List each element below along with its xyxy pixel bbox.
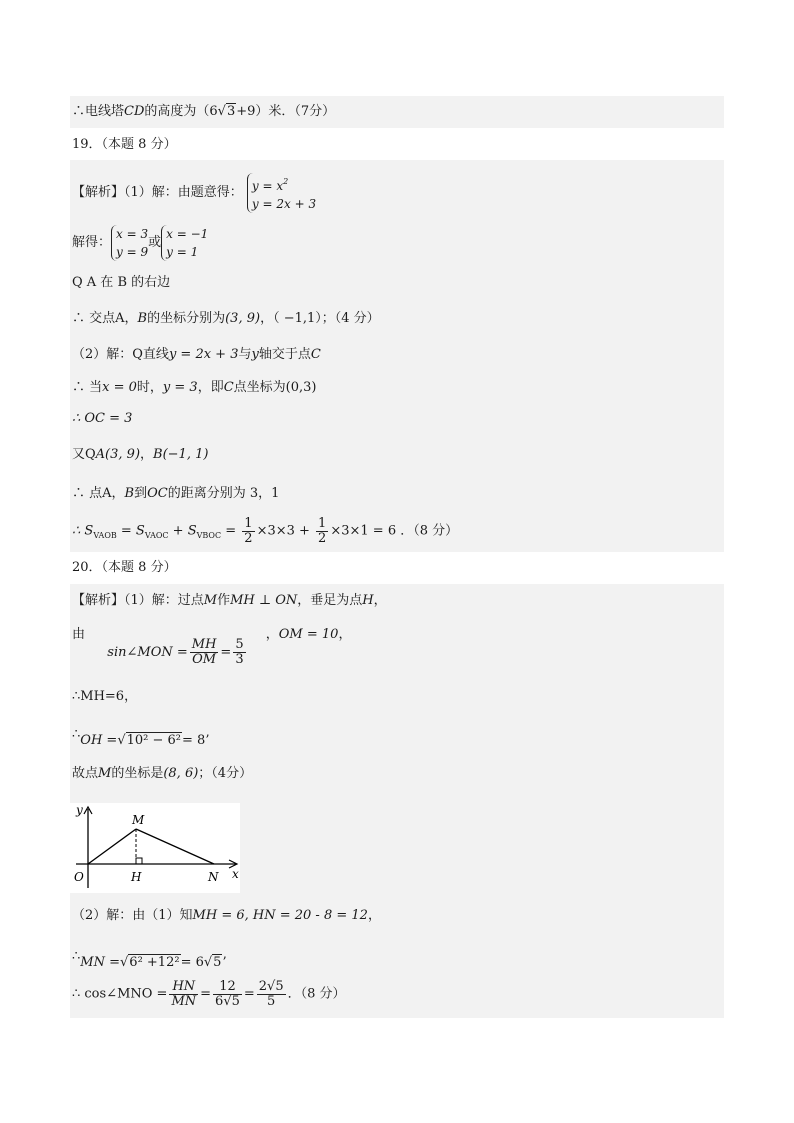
text: ，即 <box>197 380 224 395</box>
text: ， <box>373 593 387 608</box>
var: M <box>203 593 218 608</box>
triangle-diagram <box>70 803 240 893</box>
text: ∴ 点A， <box>72 486 125 501</box>
fraction-mh-om <box>190 638 219 667</box>
q20-line6 <box>72 907 381 925</box>
text: 又Q <box>72 447 96 462</box>
text: 作 <box>217 593 231 608</box>
den: 2 <box>318 531 327 546</box>
text: ∴ 当 <box>72 380 103 395</box>
text: ．（8 分） <box>287 986 346 1002</box>
radicand: 6² +12² <box>129 955 180 970</box>
area: = S <box>116 523 145 539</box>
text: ’ <box>205 733 210 748</box>
expr: y = 2x + 3 <box>168 347 239 362</box>
text: = <box>200 986 212 1002</box>
text: = 8 <box>182 733 206 748</box>
label-h: H <box>131 870 142 884</box>
text: +9）米．（7分） <box>236 104 336 119</box>
sol: y = 1 <box>166 245 199 259</box>
fraction-result <box>257 980 286 1009</box>
q19-line10 <box>72 517 458 546</box>
text: 的高度为（6 <box>144 104 218 119</box>
sub: VAOC <box>144 531 169 540</box>
text: = <box>221 523 241 539</box>
expr: MN = <box>80 955 120 970</box>
label-n: N <box>208 870 219 884</box>
text: ；（4分） <box>198 766 253 781</box>
solution-2 <box>161 225 208 261</box>
radicand: 10² − 6² <box>126 733 182 748</box>
text: ∴ 交点A， <box>72 311 138 326</box>
text: 时， <box>136 380 163 395</box>
den: 3 <box>235 652 244 667</box>
expr: sin∠MON = <box>107 644 188 660</box>
fraction-5-3 <box>233 638 245 667</box>
var: OC <box>147 486 168 501</box>
var: C <box>223 380 234 395</box>
var: H <box>362 593 374 608</box>
fraction-hn-mn <box>169 980 198 1009</box>
q19-line1 <box>72 173 316 213</box>
sol: x = −1 <box>166 227 209 241</box>
point-a: A(3, 9) <box>95 447 141 462</box>
q20-line3: ∴MH=6， <box>72 689 138 704</box>
coord: (8, 6) <box>163 766 199 781</box>
text: ’ <box>222 955 227 970</box>
expr: OM = 10 <box>278 627 339 642</box>
sub: VAOB <box>93 531 117 540</box>
var-cd: CD <box>124 104 145 119</box>
text: 故点 <box>72 766 99 781</box>
q20-line7: ∴MN =√6² +12²= 6√5’ <box>72 949 227 970</box>
q20-line4: ∴OH =√10² − 6²= 8’ <box>72 727 210 748</box>
segment-om <box>88 829 136 864</box>
triangle-figure <box>70 803 240 893</box>
q20-header: 20．（本题 8 分） <box>72 560 177 575</box>
text: ×3×1 = 6 ．（8 分） <box>330 523 459 539</box>
exp: 2 <box>283 177 289 186</box>
text: 或 <box>148 235 162 250</box>
var: B <box>137 311 148 326</box>
q19-line4 <box>72 310 380 328</box>
label-y: y <box>76 803 83 817</box>
segment-mn <box>136 829 214 864</box>
num: 1 <box>244 516 253 531</box>
text: 的坐标分别为 <box>147 311 226 326</box>
den: 6√5 <box>215 994 240 1009</box>
text: = 6 <box>180 955 204 970</box>
text: = <box>243 986 255 1002</box>
var: C <box>310 347 321 362</box>
label-o: O <box>74 870 84 884</box>
text: ∴电线塔 <box>72 104 125 119</box>
expr: MH ⊥ ON <box>230 593 298 608</box>
text: ，垂足为点 <box>297 593 363 608</box>
solution-1 <box>111 225 148 261</box>
text: ， <box>265 627 279 642</box>
den: 2 <box>244 531 253 546</box>
text: 轴交于点 <box>258 347 311 362</box>
fraction-half <box>316 517 328 546</box>
num: 5 <box>235 637 244 652</box>
sub: VBOC <box>196 531 222 540</box>
expr: OH = <box>80 733 118 748</box>
num: HN <box>169 980 198 995</box>
right-angle-mark <box>136 858 142 864</box>
equation-system <box>247 173 316 213</box>
eq1: y = x <box>251 179 284 193</box>
text: ， <box>367 908 381 923</box>
text: （2）解：Q直线 <box>72 347 169 362</box>
text: 解得： <box>72 235 112 250</box>
expr: ∴ cos∠MNO = <box>72 986 168 1002</box>
q19-line5 <box>72 346 321 364</box>
radicand: 5 <box>213 955 222 970</box>
text: 到 <box>134 486 148 501</box>
num: 2√5 <box>258 979 284 994</box>
fraction-half <box>242 517 254 546</box>
q19-line6 <box>72 379 317 397</box>
text: ∴ <box>72 727 81 742</box>
text: 【解析】（1）解：由题意得： <box>72 185 243 200</box>
eq2: y = 2x + 3 <box>251 197 317 211</box>
radicand: 3 <box>226 104 236 119</box>
q19-line3: Q A 在 B 的右边 <box>72 275 171 290</box>
text: ， <box>338 627 352 642</box>
var: M <box>98 766 112 781</box>
q19-line7: ∴ OC = 3 <box>72 411 133 426</box>
label-m: M <box>132 813 145 827</box>
point-b: B(−1, 1) <box>153 447 209 462</box>
text: 点坐标为(0,3) <box>233 380 317 395</box>
text: ∴ <box>72 949 81 964</box>
text: 的坐标是 <box>111 766 164 781</box>
text: 【解析】（1）解：过点 <box>72 593 204 608</box>
text: = <box>220 645 232 660</box>
q20-line1 <box>72 592 387 610</box>
num: 1 <box>318 516 327 531</box>
q20-line5 <box>72 765 252 783</box>
text: 的距离分别为 3，1 <box>167 486 280 501</box>
area: ∴ S <box>72 523 94 539</box>
tower-height-line: ∴电线塔CD的高度为（6√3+9）米．（7分） <box>72 104 336 119</box>
text: ， <box>140 447 154 462</box>
q19-line9 <box>72 485 279 503</box>
var: y <box>251 347 259 362</box>
coord: (3, 9) <box>225 311 261 326</box>
text: 由 <box>72 627 86 642</box>
q20-line2 <box>72 626 352 667</box>
q19-line8 <box>72 446 208 464</box>
area: + S <box>168 523 197 539</box>
den: 5 <box>267 994 276 1009</box>
q19-line2 <box>72 225 208 261</box>
text: ，（ −1,1）；（4 分） <box>260 311 380 326</box>
num: MH <box>191 637 217 652</box>
expr: MH = 6, HN = 20 - 8 = 12 <box>192 908 368 923</box>
q20-line8 <box>72 980 346 1009</box>
text: （2）解：由（1）知 <box>72 908 193 923</box>
sol: x = 3 <box>116 227 149 241</box>
sol: y = 9 <box>116 245 149 259</box>
expr: x = 0 <box>102 380 137 395</box>
den: MN <box>171 994 197 1009</box>
label-x: x <box>232 867 239 881</box>
den: OM <box>192 652 217 667</box>
fraction-12 <box>213 980 242 1009</box>
expr: y = 3 <box>162 380 198 395</box>
num: 12 <box>213 980 242 995</box>
text: 与 <box>238 347 252 362</box>
q19-header: 19．（本题 8 分） <box>72 137 177 152</box>
var: B <box>124 486 135 501</box>
text: ×3×3 + <box>256 523 315 539</box>
